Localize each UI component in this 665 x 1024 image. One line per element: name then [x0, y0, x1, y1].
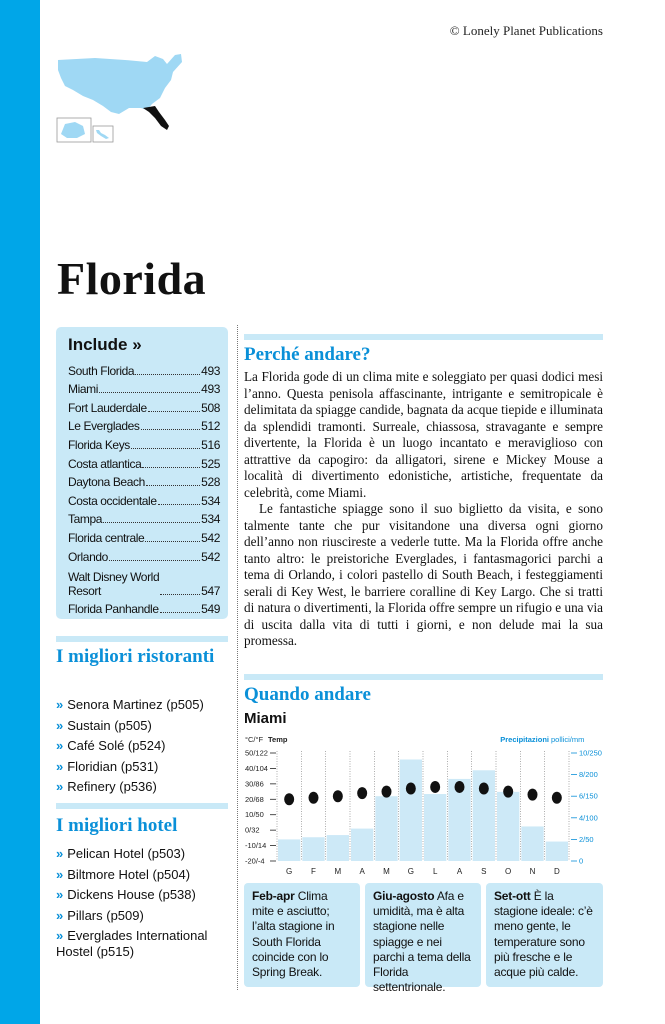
right-tick-label: 6/150 [579, 791, 598, 801]
leader-dots [109, 560, 200, 561]
when-rule [244, 674, 603, 680]
leader-dots [160, 594, 200, 595]
left-tick-label: -10/14 [245, 841, 267, 851]
include-item-name [68, 457, 141, 471]
chevron-right-icon: » [56, 928, 64, 944]
include-item [68, 508, 220, 527]
month-label: G [286, 867, 293, 876]
include-item-page: 534 [201, 493, 220, 508]
left-tick-label: 20/68 [245, 794, 264, 804]
include-item-page: 512 [201, 419, 220, 434]
rain-bar [546, 842, 568, 861]
hotels-rule [56, 803, 228, 809]
include-item-page: 493 [201, 382, 220, 397]
include-item [68, 598, 220, 617]
right-tick-label: 0 [579, 856, 584, 866]
hotels-item [56, 928, 228, 960]
restaurants-heading: I migliori ristoranti [56, 646, 215, 667]
include-item [68, 564, 220, 598]
right-tick-label: 2/50 [579, 834, 594, 844]
include-item-page: 528 [201, 475, 220, 490]
hotels-item-text: Everglades International Hostel (p515) [56, 928, 208, 960]
rain-bar [521, 826, 543, 861]
temp-point [382, 786, 392, 798]
month-label: G [407, 867, 414, 876]
include-item-name-text: Florida Panhandle [68, 602, 159, 617]
include-item-name [68, 475, 145, 489]
hotels-item [56, 867, 228, 883]
hotels-item-text: Pelican Hotel (p503) [67, 846, 186, 861]
chevron-right-icon: » [56, 717, 64, 733]
include-item-name-text: South Florida [68, 363, 135, 378]
include-item [68, 489, 220, 508]
chevron-right-icon: » [56, 907, 64, 923]
left-tick-label: 10/50 [245, 810, 264, 820]
include-item-name-text: Resort [68, 583, 101, 598]
chart-city: Miami [244, 710, 287, 727]
hotels-item-text: Biltmore Hotel (p504) [67, 866, 191, 882]
leader-dots [141, 429, 201, 430]
leader-dots [160, 612, 201, 613]
right-axis-unit: pollici/mm [551, 735, 585, 744]
hotels-item-text: Pillars (p509) [67, 907, 144, 923]
restaurants-item-text: Sustain (p505) [67, 717, 152, 733]
include-item-page: 493 [201, 363, 220, 378]
include-item-page: 542 [201, 549, 220, 564]
month-label: A [456, 867, 463, 876]
include-item-name [68, 602, 159, 616]
include-item [68, 415, 220, 434]
temp-point [406, 782, 416, 794]
include-item-name-text: Florida Keys [68, 437, 130, 452]
include-item-page: 508 [201, 400, 220, 415]
month-label: F [311, 867, 316, 876]
include-item [68, 396, 220, 415]
include-item [68, 378, 220, 397]
season-3-label: Set-ott [494, 889, 531, 903]
include-item-name-line1: Walt Disney World [68, 569, 160, 584]
rain-bar [302, 837, 324, 861]
column-divider [237, 325, 238, 990]
chevron-right-icon: » [56, 738, 64, 754]
season-box-2 [365, 883, 481, 995]
hotels-item-text: Dickens House (p538) [67, 887, 196, 903]
chevron-right-icon: » [56, 866, 64, 882]
restaurants-list [56, 697, 204, 800]
hotels-item [56, 846, 228, 862]
chevron-right-icon: » [56, 758, 64, 774]
include-item [68, 433, 220, 452]
restaurants-item-text: Senora Martinez (p505) [67, 697, 204, 712]
temp-point [357, 787, 367, 799]
month-label: N [529, 867, 536, 876]
rain-bar [375, 796, 397, 861]
include-item-page: 534 [201, 512, 220, 527]
include-item-name [68, 419, 140, 433]
restaurants-item [56, 738, 204, 754]
month-label: A [359, 867, 365, 876]
leader-dots [158, 504, 201, 505]
restaurants-rule [56, 636, 228, 642]
temp-point [284, 793, 294, 805]
chevron-right-icon: » [132, 335, 142, 354]
include-item-name-text: Tampa [68, 512, 103, 527]
restaurants-item-text: Floridian (p531) [67, 758, 159, 774]
copyright-notice: © Lonely Planet Publications [449, 23, 603, 38]
season-1-label: Feb-apr [252, 889, 295, 903]
leader-dots [131, 448, 200, 449]
rain-bar [278, 839, 300, 861]
restaurants-item [56, 759, 204, 775]
rain-bar [497, 792, 519, 861]
right-axis-name: Precipitazioni [500, 735, 549, 744]
left-tick-label: 50/122 [245, 748, 268, 758]
hotels-heading: I migliori hotel [56, 815, 178, 836]
season-box-1 [244, 883, 360, 987]
hotels-item [56, 908, 228, 924]
leader-dots [142, 467, 200, 468]
rain-bar [400, 759, 422, 861]
left-axis-unit: °C/°F [245, 735, 264, 744]
chevron-right-icon: » [56, 779, 64, 795]
restaurants-item [56, 779, 204, 795]
hotels-item [56, 887, 228, 903]
usa-locator-map [55, 50, 185, 145]
month-label: D [553, 867, 560, 876]
temp-point [479, 782, 489, 794]
left-tick-label: 40/104 [245, 763, 268, 773]
leader-dots [135, 374, 200, 375]
season-box-3 [486, 883, 603, 987]
include-item-name [68, 382, 98, 396]
rain-bar [351, 829, 373, 861]
include-item [68, 359, 220, 378]
why-paragraph-2: Le fantastiche spiagge sono il suo biglietto da visita, e sono talmente tante che pur visitandone una diversa ogni giorno dell’anno non riuscireste a vederle tutte. Ma la Florida offre anche tanto altro: le preistoriche Everglades, i fantasmagorici parchi a tema di Orlando, i colori pastello di South Beach, i festeggiamenti serali di Key West, le barriere coralline di Key Largo. Che si tratti di natura o divertimenti, la Florida offre sempre un rifugio e una via di uscita dalla vita di tutti i giorni, e non delude mai la sua promessa. [244, 501, 603, 648]
month-label: M [334, 867, 342, 876]
month-label: O [505, 867, 512, 876]
include-item-name [68, 550, 108, 564]
usa-mainland-shape [58, 54, 182, 114]
month-label: M [383, 867, 390, 876]
rain-bar [327, 835, 349, 861]
left-tick-label: -20/-4 [245, 856, 265, 866]
include-item [68, 452, 220, 471]
right-tick-label: 8/200 [579, 770, 598, 780]
leader-dots [99, 392, 200, 393]
include-item-page: 542 [201, 530, 220, 545]
season-3-text: È la stagione ideale: c’è meno gente, le temperature sono più fresche e le acque più calde. [494, 889, 593, 980]
include-item [68, 471, 220, 490]
right-tick-label: 4/100 [579, 813, 598, 823]
chevron-right-icon: » [56, 697, 64, 712]
temp-point [528, 789, 538, 801]
restaurants-item [56, 718, 204, 734]
include-item-name-text: Orlando [68, 549, 108, 564]
include-item-name [68, 364, 134, 378]
why-text [244, 369, 603, 650]
restaurants-item-text: Refinery (p536) [67, 779, 157, 795]
include-item-name-text: Costa occidentale [68, 493, 157, 508]
why-heading: Perché andare? [244, 344, 371, 365]
include-item-name [68, 570, 159, 598]
season-2-label: Giu-agosto [373, 889, 435, 903]
when-heading: Quando andare [244, 684, 371, 705]
temp-point [333, 790, 343, 802]
include-item-name-text: Fort Lauderdale [68, 400, 147, 415]
chevron-right-icon: » [56, 887, 64, 903]
climate-chart [243, 732, 605, 878]
hotels-list [56, 846, 228, 965]
leader-dots [103, 522, 200, 523]
left-tick-label: 30/86 [245, 779, 264, 789]
temp-point [503, 786, 513, 798]
restaurants-item-text: Café Solé (p524) [67, 738, 166, 754]
why-rule [244, 334, 603, 340]
chevron-right-icon: » [56, 846, 64, 861]
include-item-page: 525 [201, 456, 220, 471]
month-label: S [481, 867, 487, 876]
temp-point [552, 792, 562, 804]
restaurants-item [56, 697, 204, 713]
include-item-name [68, 512, 102, 526]
include-box [56, 327, 228, 619]
rain-bar [424, 794, 446, 861]
include-item-name [68, 494, 157, 508]
include-list [68, 359, 220, 616]
season-boxes [244, 883, 603, 995]
include-item-page: 516 [201, 437, 220, 452]
include-item [68, 545, 220, 564]
season-1-text: Clima mite e asciutto; l’alta stagione in South Florida coincide con lo Spring Break. [252, 889, 335, 980]
include-item-page: 549 [201, 602, 220, 617]
include-item [68, 526, 220, 545]
include-item-page: 547 [201, 583, 220, 598]
include-item-name-text: Daytona Beach [68, 475, 145, 490]
leader-dots [148, 411, 200, 412]
season-2-text: Afa e umidità, ma è alta stagione nelle spiagge e nei parchi a tema della Florida settentrionale. [373, 889, 471, 995]
include-item-name-text: Costa atlantica [68, 456, 142, 471]
leader-dots [146, 485, 200, 486]
include-item-name [68, 438, 130, 452]
month-label: L [432, 867, 438, 876]
florida-shape [143, 106, 169, 130]
right-tick-label: 10/250 [579, 748, 602, 758]
page-title: Florida [57, 253, 207, 304]
leader-dots [145, 541, 200, 542]
include-item-name-text: Le Everglades [68, 419, 140, 434]
include-item-name [68, 401, 147, 415]
include-heading: Include » [68, 335, 142, 354]
temp-point [455, 781, 465, 793]
temp-point [309, 792, 319, 804]
why-paragraph-1: La Florida gode di un clima mite e soleggiato per quasi dodici mesi l’anno. Questa penisola affascinante, intrigante e semitropicale è delimitata da spiagge candide, bagnata da acque tiepide e illuminata da splendidi tramonti. Surreale, chiassosa, stravagante e sempre divertente, la Florida è un luogo incantato e meraviglioso con attrattive da capogiro: da alligatori, sirene e Mickey Mouse a località di divertimento edonistiche, artistiche, frequentate da celebrità, come Miami. [244, 369, 603, 500]
include-item-name-text: Florida centrale [68, 530, 145, 545]
side-accent-bar [0, 0, 40, 1024]
include-item-name [68, 531, 144, 545]
left-axis-name: Temp [268, 735, 288, 744]
temp-point [430, 781, 440, 793]
left-tick-label: 0/32 [245, 825, 260, 835]
include-item-name-text: Miami [68, 382, 98, 397]
